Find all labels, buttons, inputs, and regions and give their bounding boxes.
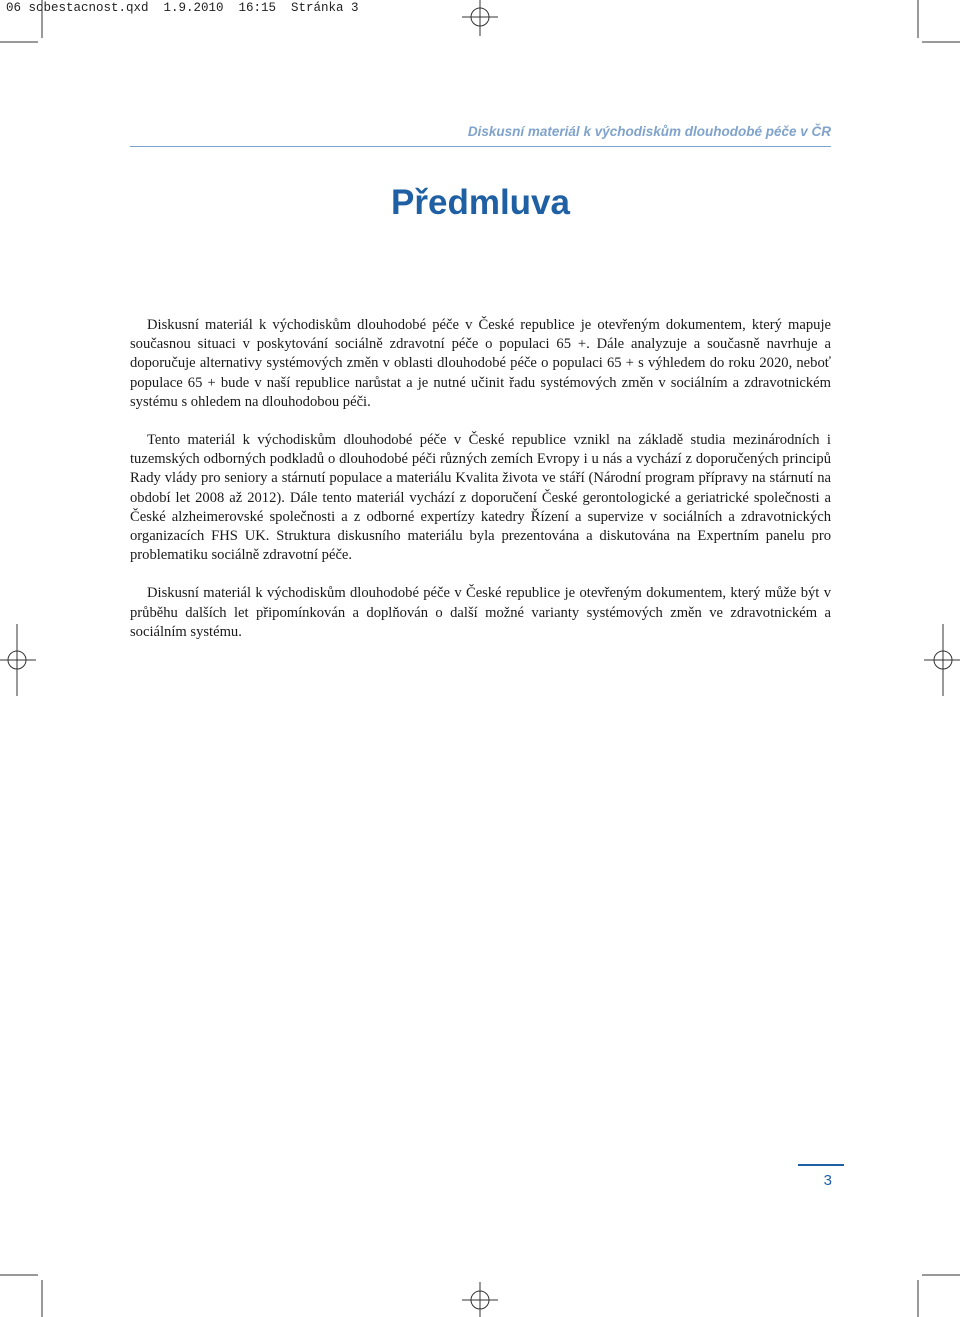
- registration-mark-right: [924, 624, 960, 696]
- registration-mark-bottom: [462, 1282, 498, 1317]
- body-text: [130, 316, 831, 661]
- page-number: 3: [823, 1172, 832, 1189]
- paragraph: Diskusní materiál k východiskům dlouhodobé péče v České republice je otevřeným dokumentem, který mapuje současnou situaci v poskytování sociálně zdravotní péče o populaci 65 +. Dále analyzuje a současně navrhuje a doporučuje alternativy systémových změn v oblasti dlouhodobé péče o populaci 65 + s výhledem do roku 2020, neboť populace 65 + bude v naší republice narůstat a je nutné učinit řadu systémových změn v sociálním a zdravotnickém systému s ohledem na dlouhodobou péči.: [130, 317, 831, 410]
- header-rule: [130, 146, 831, 147]
- page-number-rule: [798, 1164, 844, 1166]
- page-title: Předmluva: [391, 183, 570, 222]
- registration-mark-left: [0, 624, 36, 696]
- running-header: Diskusní materiál k východiskům dlouhodobé péče v ČR: [467, 124, 831, 139]
- paragraph: Tento materiál k východiskům dlouhodobé péče v České republice vznikl na základě studia mezinárodních i tuzemských odborných podkladů o dlouhodobé péči různých zemích Evropy i u nás a vychází z doporučených principů Rady vlády pro seniory a stárnutí populace a materiálu Kvalita života ve stáří (Národní program přípravy na stárnutí na období let 2008 až 2012). Dále tento materiál vychází z doporučení České gerontologické a geriatrické společnosti a České alzheimerovské společnosti a z odborné expertízy katedry Řízení a supervize v sociálních a zdravotnických organizacích FHS UK. Struktura diskusního materiálu byla prezentována a diskutována na Expertním panelu pro problematiku sociálně zdravotní péče.: [130, 432, 831, 564]
- registration-mark-top: [462, 0, 498, 36]
- paragraph: Diskusní materiál k východiskům dlouhodobé péče v České republice je otevřeným dokumentem, který může být v průběhu dalších let připomínkován a doplňován o další možné varianty systémových změn ve zdravotnickém a sociálním systému.: [130, 585, 831, 640]
- print-slug: 06 sobestacnost.qxd 1.9.2010 16:15 Stránka 3: [6, 1, 359, 15]
